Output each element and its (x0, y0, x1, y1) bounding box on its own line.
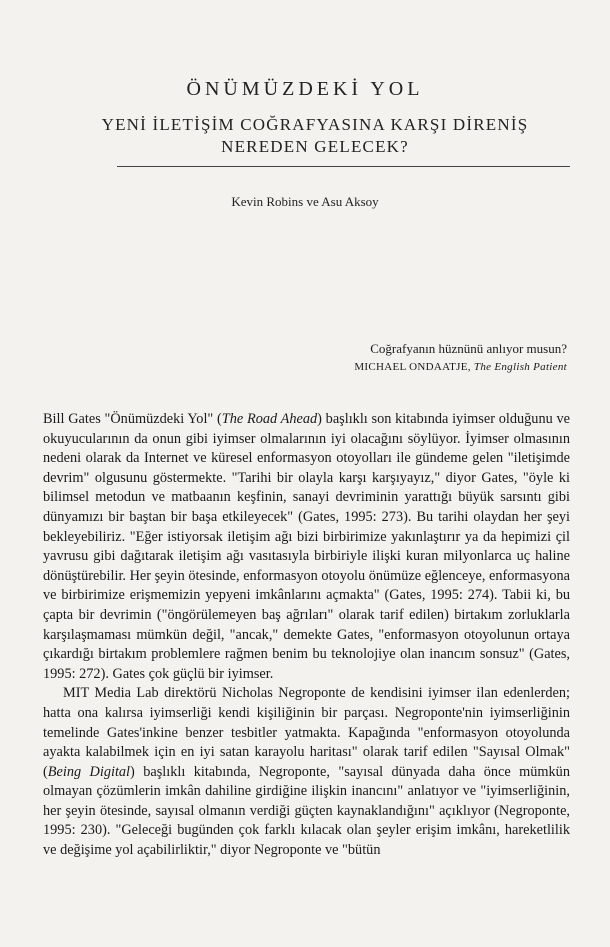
subtitle-line-2: NEREDEN GELECEK? (221, 137, 409, 156)
chapter-subtitle (60, 114, 570, 158)
paragraph-2-text-b: ) başlıklı kitabında, Negroponte, "sayısal dünyada daha önce mümkün olmayan çözümlerin imkân dahiline girdiğine ilişkin inancını" anlatıyor ve "iyimserliğinin, her şeyin ötesinde, sayısal olmanın verdiği güçten kaynaklandığını" açıklıyor (Negroponte, 1995: 230). "Geleceği bugünden çok farklı kılacak olan şeyler erişim imkânı, hareketlilik ve değişime yol açabilirliktir," diyor Negroponte ve "bütün (43, 763, 570, 859)
epigraph (354, 340, 567, 376)
paragraph-1-text-b: ) başlıklı son kitabında iyimser olduğunu ve okuyucularının da onun gibi iyimser olmalarının iyi olacağını söylüyor. İyimser olmasının nedeni olarak da Internet ve küresel enformasyon otoyolları ile gündeme gelen "iletişimde devrim" olgusunu göstermekte. "Tarihi bir olayla karşı karşıyayız," diyor Gates, "öyle ki bilimsel metodun ve matbaanın keşfinin, sanayi devriminin yarattığı büyük sarsıntı gibi dünyamızı bir baştan bir başa etkileyecek" (Gates, 1995: 273). Bu tarihi olaydan her şeyi bekleyebiliriz. "Eğer istiyorsak iletişim ağı bizi birbirimize yakınlaştırır ya da hepimizi çil yavrusu gibi dağıtarak iletişim ağı vasıtasıyla birbiriyle ilişki kuran milyonlarca uç haline dönüştürebilir. Her şeyin ötesinde, enformasyon otoyolu önümüze eğlenceye, enformasyona ve birbirimize erişmemizin yepyeni imkânlarını açmakta" (Gates, 1995: 274). Tabii ki, bu çapta bir devrimin ("öngörülemeyen baş ağrıları" olarak tarif edilen) birtakım zorluklarla karşılaşmaması mümkün değil, "ancak," demekte Gates, "enformasyon otoyolunun ortaya çıkardığı birtakım problemlere rağmen benim bu teknolojiye olan inancım sonsuz" (Gates, 1995: 272). Gates çok güçlü bir iyimser. (43, 411, 570, 682)
chapter-title: ÖNÜMÜZDEKİ YOL (186, 78, 424, 100)
paragraph-2 (43, 684, 570, 860)
title-rule (117, 166, 570, 167)
body-text (43, 410, 570, 861)
paragraph-2-text-a: MIT Media Lab direktörü Nicholas Negroponte de kendisini iyimser ilan edenlerden; hatta ona kalırsa iyimserliği kendi kişiliğinin bir parçası. Negroponte'nin iyimserliğinin temelinde Gates'inkine benzer tesbitler yatmakta. Kapağında "enformasyon otoyolunda ayakta kalabilmek için en iyi satan karayolu haritası" olarak tarif edilen "Sayısal Olmak" ( (43, 685, 570, 780)
book-title-being-digital: Being Digital (47, 763, 131, 780)
paragraph-1-text-a: Bill Gates "Önümüzdeki Yol" ( (43, 411, 222, 427)
epigraph-work: The English Patient (473, 361, 567, 373)
paragraph-1 (43, 410, 570, 684)
subtitle-line-1: YENİ İLETİŞİM COĞRAFYASINA KARŞI DİRENİŞ (101, 115, 529, 134)
book-title-road-ahead: The Road Ahead (221, 411, 318, 427)
authors: Kevin Robins ve Asu Aksoy (231, 194, 379, 209)
epigraph-source (354, 358, 567, 376)
epigraph-author: MICHAEL ONDAATJE, (354, 361, 471, 373)
epigraph-quote: Coğrafyanın hüznünü anlıyor musun? (370, 341, 567, 356)
